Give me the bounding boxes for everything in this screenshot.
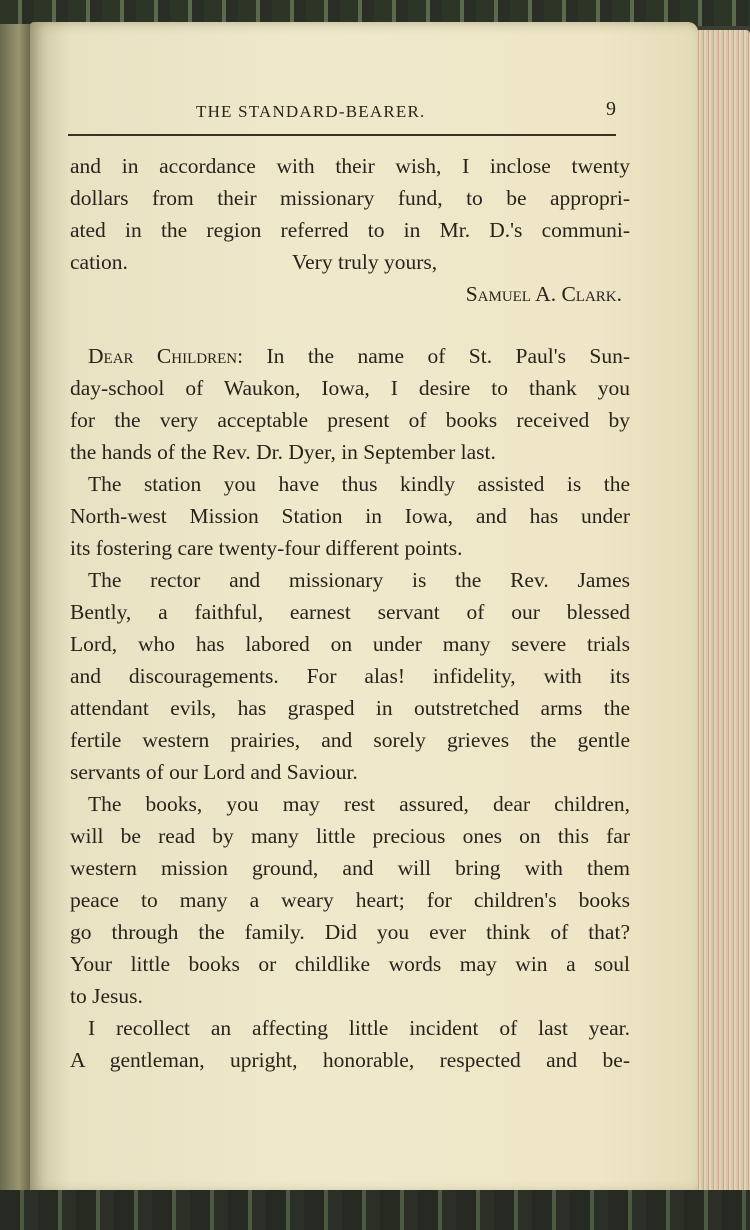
text-line: The books, you may rest assured, dear children, xyxy=(88,792,630,816)
salutation: Dear Children xyxy=(88,344,238,368)
page-text xyxy=(70,150,630,1076)
text-line: go through the family. Did you ever think of that? xyxy=(70,920,630,944)
text-line: fertile western prairies, and sorely grieves the gentle xyxy=(70,728,630,752)
text-line: attendant evils, has grasped in outstretched arms the xyxy=(70,696,630,720)
text-line-rest: : In the name of St. Paul's Sun- xyxy=(237,344,630,368)
text-line: to Jesus. xyxy=(70,984,143,1008)
letter-gap xyxy=(70,310,630,340)
closing-line xyxy=(70,246,630,278)
text-line: The rector and missionary is the Rev. James xyxy=(88,568,630,592)
text-line: day-school of Waukon, Iowa, I desire to thank you xyxy=(70,376,630,400)
text-line: Bently, a faithful, earnest servant of our blessed xyxy=(70,600,630,624)
page-number: 9 xyxy=(606,98,616,120)
closing-phrase: Very truly yours, xyxy=(292,250,438,274)
text-line: and discouragements. For alas! infidelity, with its xyxy=(70,664,630,688)
text-line-start: cation. xyxy=(70,250,128,274)
text-line: I recollect an affecting little incident of last year. xyxy=(88,1016,630,1040)
book-bottom-edge xyxy=(0,1190,750,1230)
text-line: North-west Mission Station in Iowa, and has under xyxy=(70,504,630,528)
text-line: will be read by many little precious ones on this far xyxy=(70,824,630,848)
text-line: Your little books or childlike words may win a soul xyxy=(70,952,630,976)
running-title: THE STANDARD-BEARER. xyxy=(196,102,426,121)
signature xyxy=(70,278,630,310)
text-line: and in accordance with their wish, I inclose twenty xyxy=(70,154,630,178)
text-line: for the very acceptable present of books received by xyxy=(70,408,630,432)
salutation-line xyxy=(70,340,630,372)
text-line: western mission ground, and will bring with them xyxy=(70,856,630,880)
left-page-edge xyxy=(0,24,34,1200)
text-line: A gentleman, upright, honorable, respected and be- xyxy=(70,1048,630,1072)
text-line: The station you have thus kindly assisted is the xyxy=(88,472,630,496)
text-line: its fostering care twenty-four different points. xyxy=(70,536,463,560)
signature-name: Samuel A. Clark. xyxy=(465,282,622,306)
text-line: peace to many a weary heart; for children's books xyxy=(70,888,630,912)
text-line: dollars from their missionary fund, to be appropri- xyxy=(70,186,630,210)
text-line: Lord, who has labored on under many severe trials xyxy=(70,632,630,656)
text-line: the hands of the Rev. Dr. Dyer, in September last. xyxy=(70,440,496,464)
header-rule xyxy=(68,134,616,136)
text-line: servants of our Lord and Saviour. xyxy=(70,760,358,784)
text-line: ated in the region referred to in Mr. D.'s communi- xyxy=(70,218,630,242)
